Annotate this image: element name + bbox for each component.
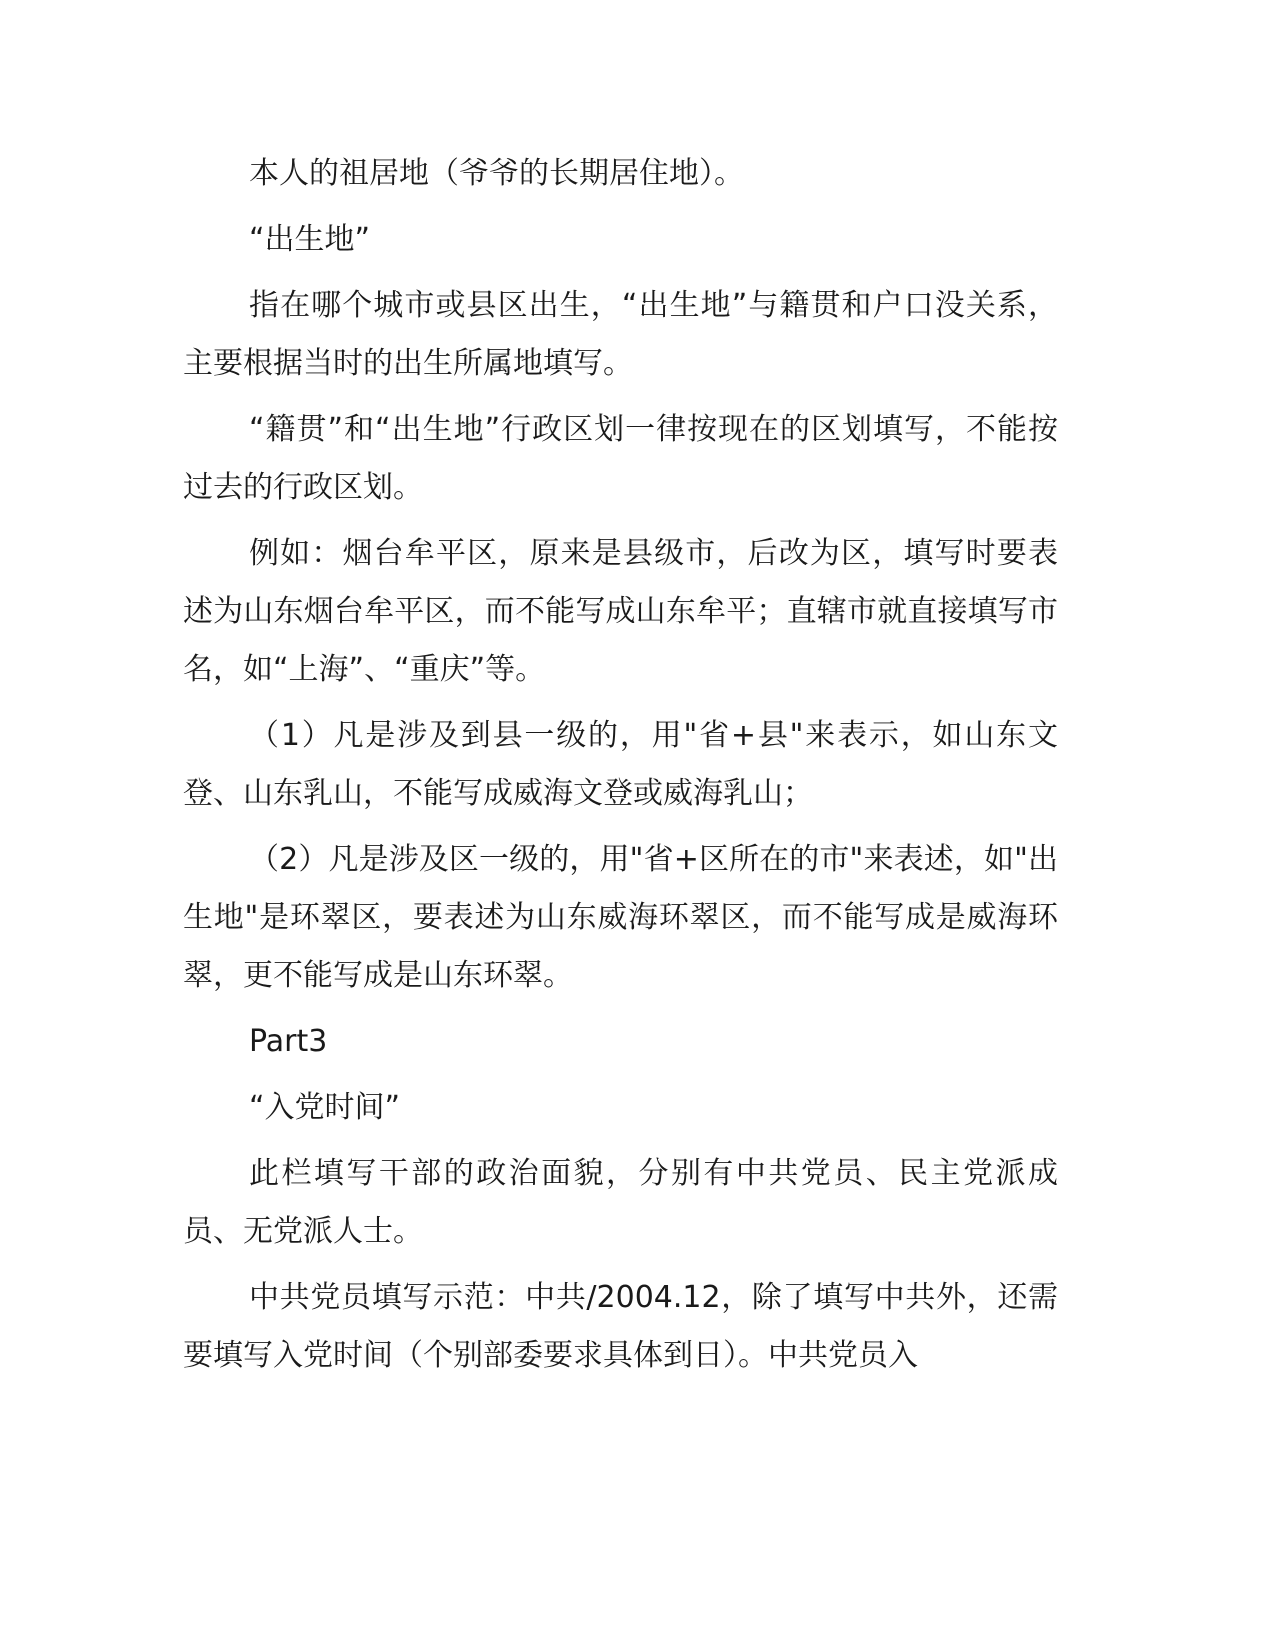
paragraph-party-member-example: 中共党员填写示范：中共/2004.12，除了填写中共外，还需要填写入党时间（个别部委要求具体到日）。中共党员入 <box>183 1280 1058 1373</box>
paragraph-political-status: 此栏填写干部的政治面貌，分别有中共党员、民主党派成员、无党派人士。 <box>183 1156 1058 1249</box>
paragraph-region-rule: “籍贯”和“出生地”行政区划一律按现在的区划填写，不能按过去的行政区划。 <box>183 412 1058 505</box>
heading-party-join-date: “入党时间” <box>249 1090 401 1125</box>
paragraph-ancestral-home: 本人的祖居地（爷爷的长期居住地）。 <box>249 156 744 191</box>
paragraph-birthplace-definition: 指在哪个城市或县区出生，“出生地”与籍贯和户口没关系，主要根据当时的出生所属地填写。 <box>183 288 1058 381</box>
paragraph-district-rule: （2）凡是涉及区一级的，用"省+区所在的市"来表述，如"出生地"是环翠区，要表述为山东威海环翠区，而不能写成是威海环翠，更不能写成是山东环翠。 <box>183 842 1058 993</box>
section-heading-part3: Part3 <box>249 1024 328 1059</box>
document-body <box>183 145 1058 1393</box>
heading-birthplace: “出生地” <box>249 222 371 257</box>
paragraph-county-rule: （1）凡是涉及到县一级的，用"省+县"来表示，如山东文登、山东乳山，不能写成威海文登或威海乳山； <box>183 718 1058 811</box>
paragraph-example: 例如：烟台牟平区，原来是县级市，后改为区，填写时要表述为山东烟台牟平区，而不能写成山东牟平；直辖市就直接填写市名，如“上海”、“重庆”等。 <box>183 536 1058 687</box>
